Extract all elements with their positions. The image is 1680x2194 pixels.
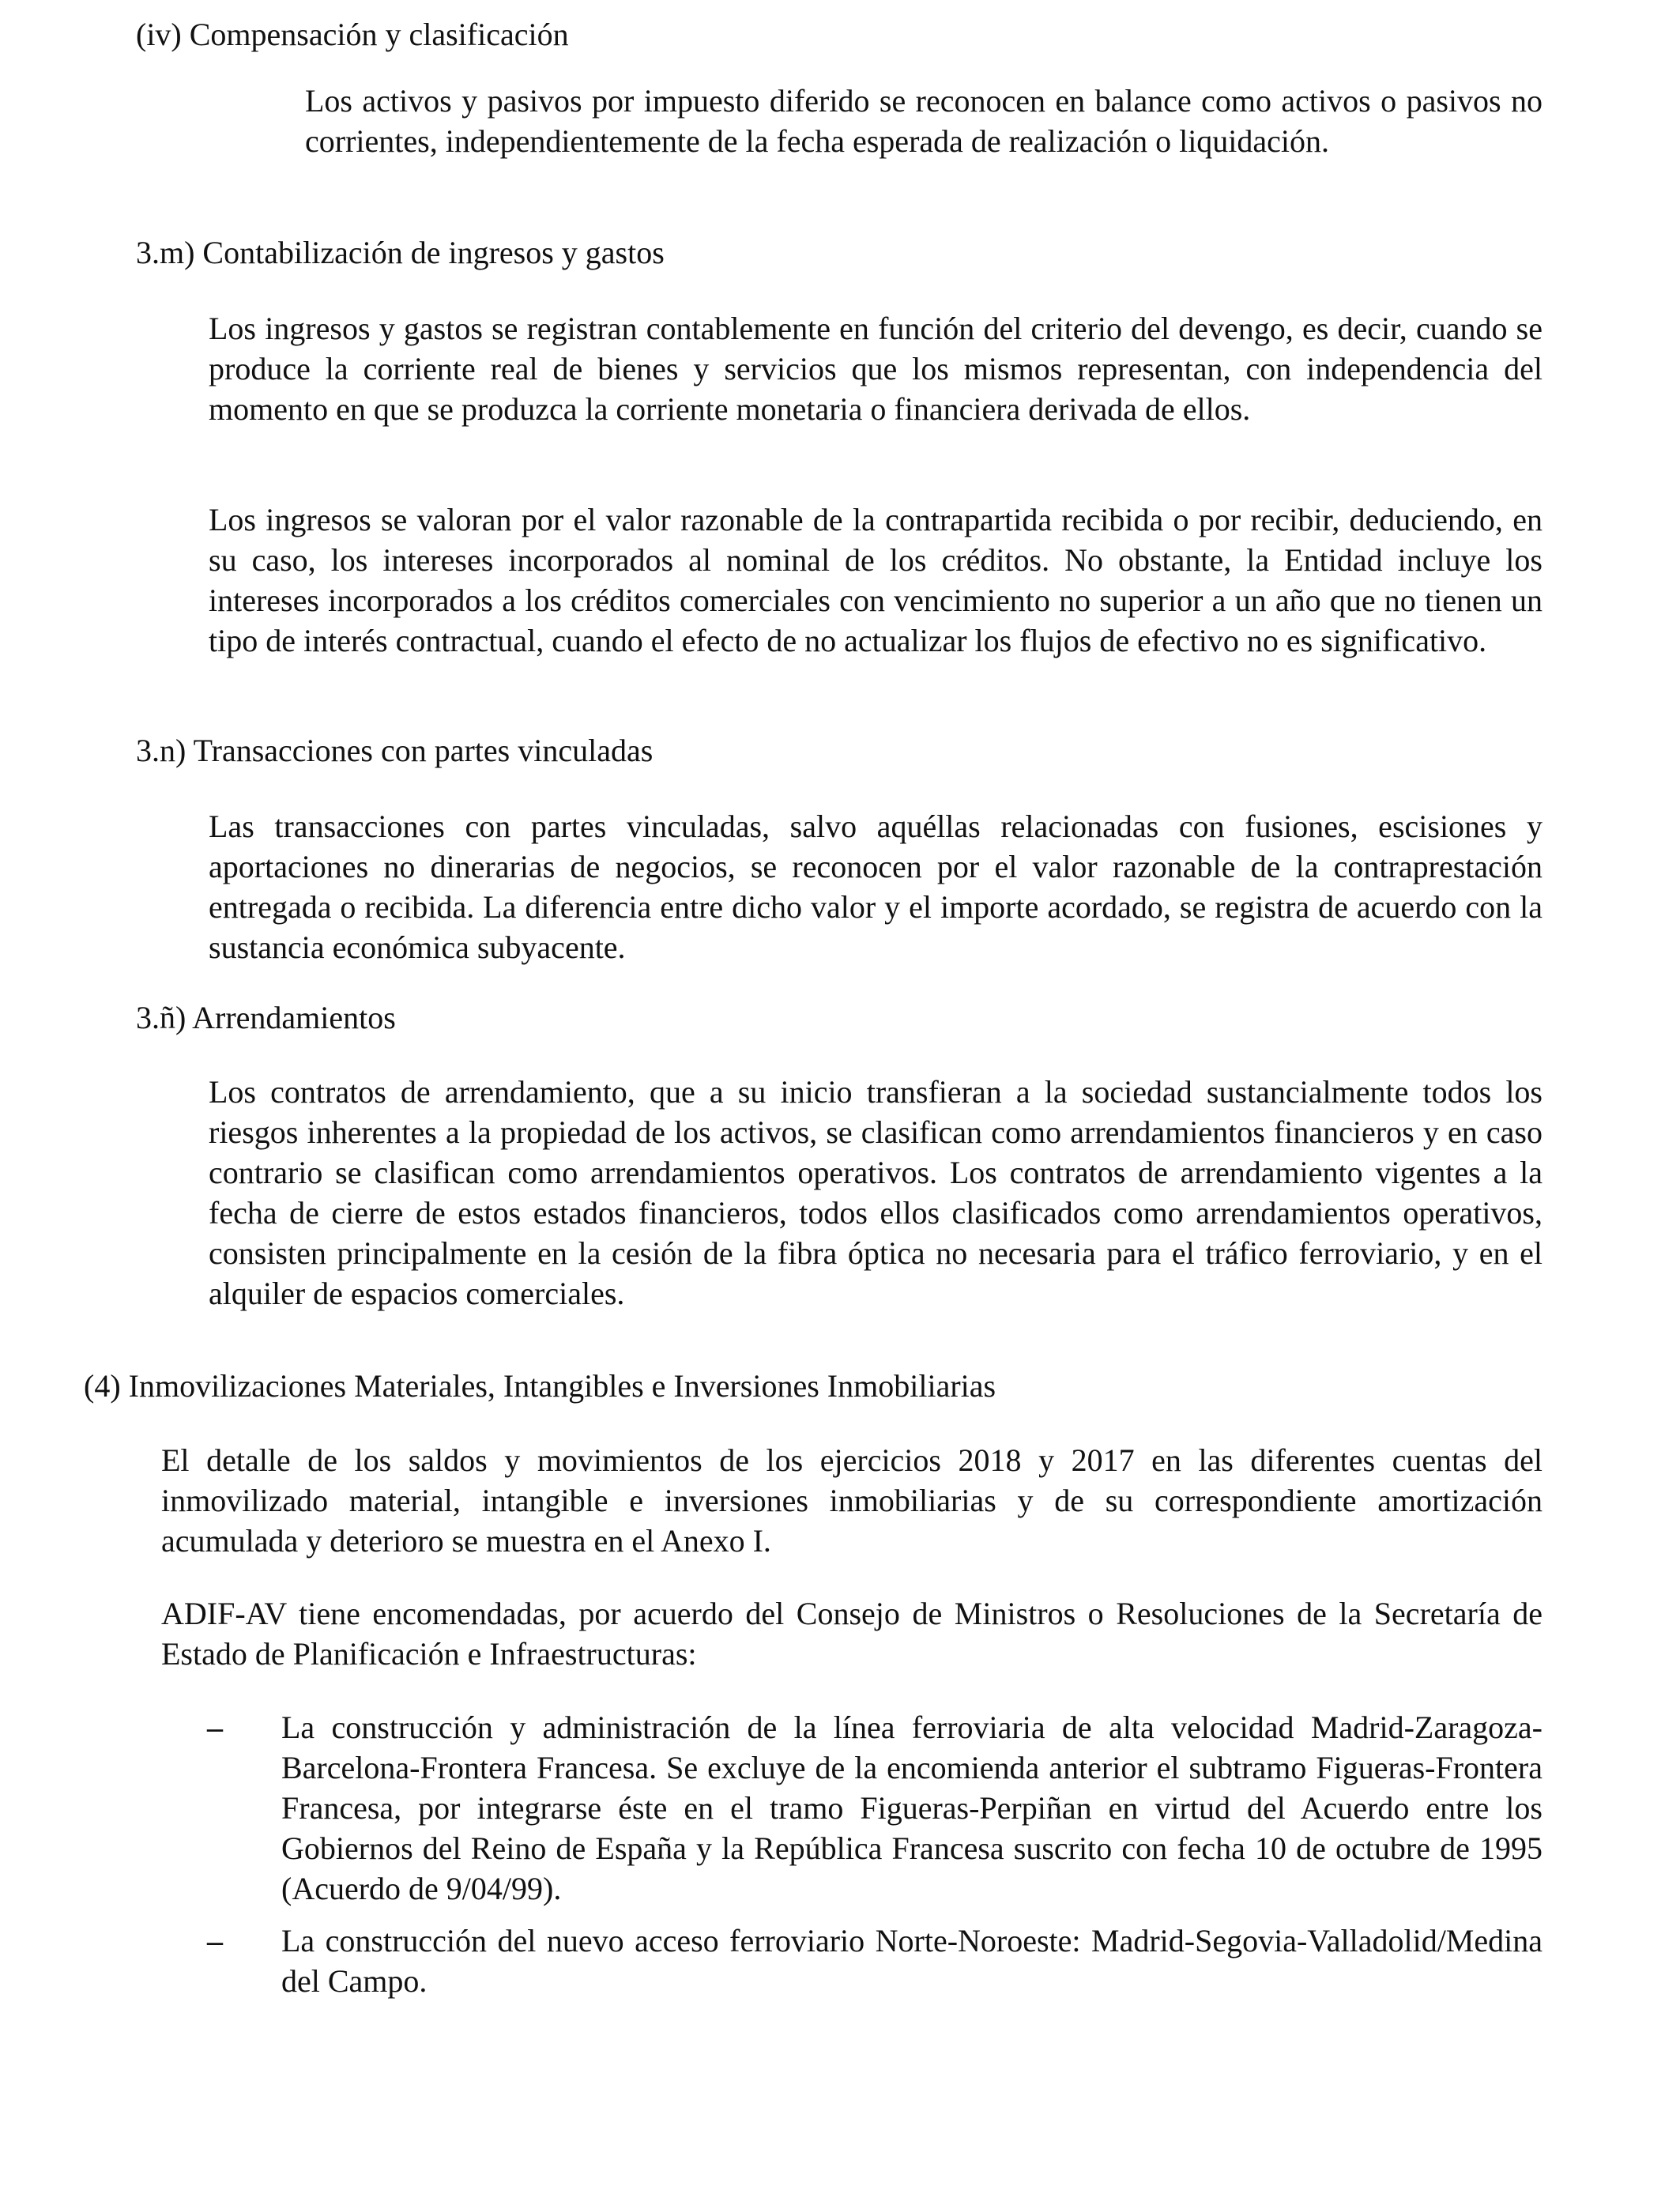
paragraph-4-2: ADIF-AV tiene encomendadas, por acuerdo del Consejo de Ministros o Resoluciones de la Secretaría de Estado de Planificación e Infraestructuras:: [161, 1596, 1543, 1672]
paragraph-arrendamientos: Los contratos de arrendamiento, que a su inicio transfieran a la sociedad sustancialmente todos los riesgos inherentes a la propiedad de los activos, se clasifican como arrendamientos financieros y en caso contrario se clasifican como arrendamientos operativos. Los contratos de arrendamiento vigentes a la fecha de cierre de estos estados financieros, todos ellos clasificados como arrendamientos operativos, consisten principalmente en la cesión de la fibra óptica no necesaria para el tráfico ferroviario, y en el alquiler de espacios comerciales.: [209, 1074, 1543, 1311]
paragraph-iv: Los activos y pasivos por impuesto diferido se reconocen en balance como activos o pasivos no corrientes, independientemente de la fecha esperada de realización o liquidación.: [305, 83, 1543, 159]
bullet-dash-1: –: [207, 1710, 223, 1745]
heading-3n-arrendamientos: 3.ñ) Arrendamientos: [136, 1000, 396, 1035]
heading-3n-partes-vinculadas: 3.n) Transacciones con partes vinculadas: [136, 733, 654, 768]
paragraph-3n: Las transacciones con partes vinculadas, salvo aquéllas relacionadas con fusiones, escisiones y aportaciones no dinerarias de negocios, se reconocen por el valor razonable de la contraprestación entregada o recibida. La diferencia entre dicho valor y el importe acordado, se registra de acuerdo con la sustancia económica subyacente.: [209, 809, 1543, 965]
heading-3m-ingresos-gastos: 3.m) Contabilización de ingresos y gastos: [136, 235, 665, 270]
list-item-2: La construcción del nuevo acceso ferroviario Norte-Noroeste: Madrid-Segovia-Valladolid/Medina del Campo.: [281, 1923, 1543, 1999]
paragraph-3m-1: Los ingresos y gastos se registran contablemente en función del criterio del devengo, es decir, cuando se produce la corriente real de bienes y servicios que los mismos representan, con independencia del momento en que se produzca la corriente monetaria o financiera derivada de ellos.: [209, 311, 1543, 427]
heading-iv-compensacion: (iv) Compensación y clasificación: [136, 17, 569, 52]
heading-4-inmovilizaciones: (4) Inmovilizaciones Materiales, Intangibles e Inversiones Inmobiliarias: [84, 1368, 996, 1404]
bullet-dash-2: –: [207, 1923, 223, 1958]
paragraph-3m-2: Los ingresos se valoran por el valor razonable de la contrapartida recibida o por recibir, deduciendo, en su caso, los intereses incorporados al nominal de los créditos. No obstante, la Entidad incluye los intereses incorporados a los créditos comerciales con vencimiento no superior a un año que no tienen un tipo de interés contractual, cuando el efecto de no actualizar los flujos de efectivo no es significativo.: [209, 502, 1543, 658]
paragraph-4-1: El detalle de los saldos y movimientos de los ejercicios 2018 y 2017 en las diferentes cuentas del inmovilizado material, intangible e inversiones inmobiliarias y de su correspondiente amortización acumulada y deterioro se muestra en el Anexo I.: [161, 1442, 1543, 1559]
list-item-1: La construcción y administración de la línea ferroviaria de alta velocidad Madrid-Zaragoza-Barcelona-Frontera Francesa. Se excluye de la encomienda anterior el subtramo Figueras-Frontera Francesa, por integrarse éste en el tramo Figueras-Perpiñan en virtud del Acuerdo entre los Gobiernos del Reino de España y la República Francesa suscrito con fecha 10 de octubre de 1995 (Acuerdo de 9/04/99).: [281, 1710, 1543, 1906]
